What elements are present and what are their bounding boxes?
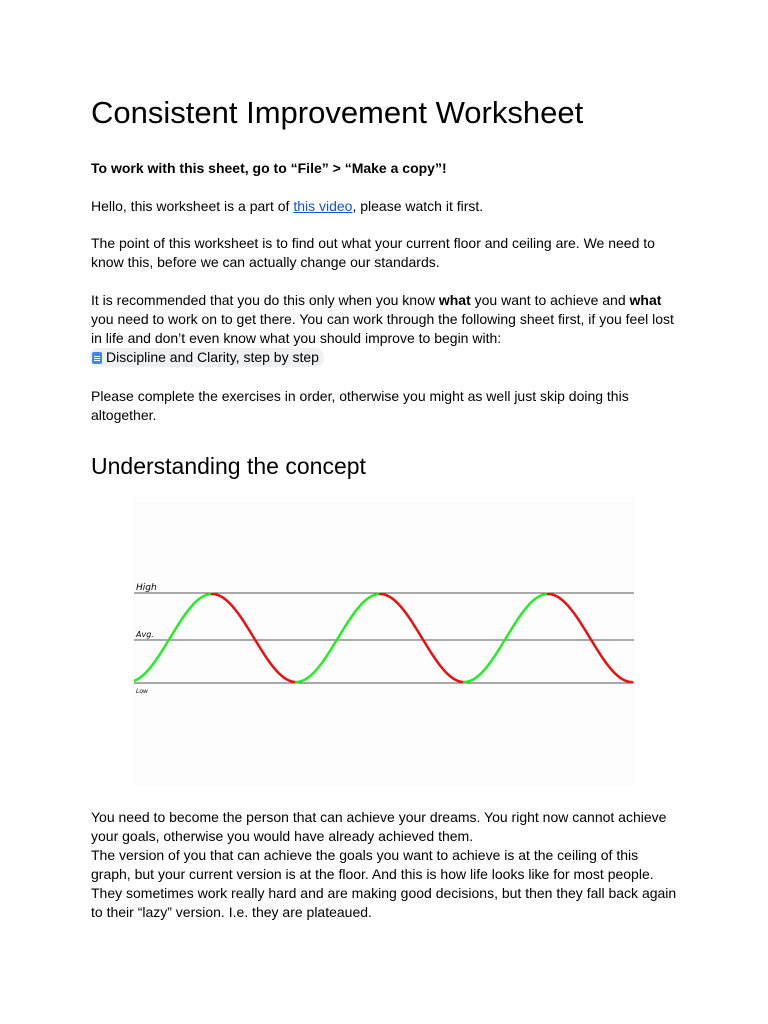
body-paragraph-1: You need to become the person that can achieve your dreams. You right now cannot achieve your goals, otherwise you would have already achieved them. <box>91 809 667 844</box>
video-link[interactable]: this video <box>293 198 353 214</box>
low-label: Low <box>136 688 148 695</box>
recommend-bold-1: what <box>438 292 471 308</box>
wave-curve <box>134 594 632 682</box>
google-doc-icon <box>92 352 102 364</box>
rising-segment <box>464 594 548 682</box>
doc-link-chip[interactable] <box>89 348 324 367</box>
point-paragraph: The point of this worksheet is to find out what your current floor and ceiling are. We need to know this, before we can actually change our standards. <box>91 235 655 270</box>
intro-text-after: , please watch it first. <box>352 198 484 214</box>
recommend-paragraph <box>91 291 681 369</box>
falling-segment <box>548 594 632 682</box>
recommend-text-1: It is recommended that you do this only when you know <box>91 292 439 308</box>
falling-segment <box>380 594 464 682</box>
falling-segment <box>212 594 296 682</box>
order-paragraph: Please complete the exercises in order, otherwise you might as well just skip doing this altogether. <box>91 388 629 423</box>
section-heading: Understanding the concept <box>91 453 366 479</box>
plateau-graph-figure <box>134 497 634 787</box>
intro-text-before: Hello, this worksheet is a part of <box>91 198 294 214</box>
copy-instruction: To work with this sheet, go to “File” > “Make a copy”! <box>91 160 447 176</box>
recommend-text-2: you want to achieve and <box>470 292 630 308</box>
doc-link-chip-label: Discipline and Clarity, step by step <box>106 349 319 365</box>
plateau-wave-graph <box>134 497 634 787</box>
intro-paragraph <box>91 197 681 216</box>
body-paragraph <box>91 808 681 922</box>
recommend-bold-2: what <box>629 292 662 308</box>
body-paragraph-2: The version of you that can achieve the goals you want to achieve is at the ceiling of this graph, but your current version is at the floor. And this is how life looks like for most people. They sometimes work really hard and are making good decisions, but then they fall back again to their “lazy” version. I.e. they are plateaued. <box>91 847 677 920</box>
high-label: High <box>136 583 157 593</box>
recommend-text-3: you need to work on to get there. You can work through the following sheet first, if you feel lost in life and don’t even know what you should improve to begin with: <box>91 311 674 346</box>
document-title: Consistent Improvement Worksheet <box>91 95 584 130</box>
rising-segment <box>296 594 380 682</box>
avg-label: Avg. <box>136 630 154 639</box>
